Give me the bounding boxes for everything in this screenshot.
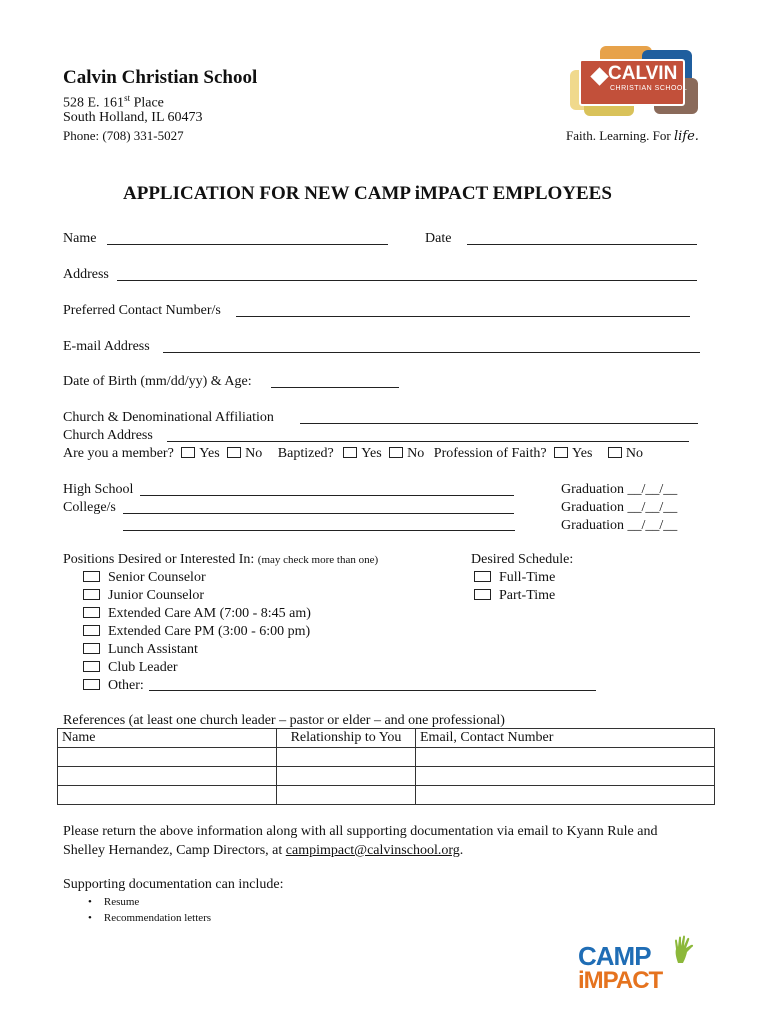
schedule-list [474, 569, 555, 605]
college-graduation-2: Graduation __/__/__ [561, 518, 678, 533]
list-item: Lunch Assistant [83, 641, 311, 659]
no-label: No [245, 446, 263, 461]
email-label: E-mail Address [63, 339, 150, 354]
column-header: Name [58, 729, 277, 748]
college-field[interactable] [123, 513, 514, 514]
position-checkbox[interactable] [83, 589, 100, 600]
baptized-no-checkbox[interactable] [389, 447, 403, 458]
high-school-label: High School [63, 482, 134, 497]
list-item: Full-Time [474, 569, 555, 587]
email-field[interactable] [163, 352, 700, 353]
impact-logo-text: iMPACT [578, 967, 663, 994]
school-address-line1: 528 E. 161st Place [63, 93, 164, 111]
column-header: Email, Contact Number [416, 729, 715, 748]
date-label: Date [425, 231, 452, 246]
member-yes-checkbox[interactable] [181, 447, 195, 458]
church-label: Church & Denominational Affiliation [63, 410, 274, 425]
list-item: Club Leader [83, 659, 311, 677]
school-phone: Phone: (708) 331-5027 [63, 128, 184, 143]
list-item: • Resume [88, 896, 140, 908]
supporting-list [88, 894, 211, 926]
address-label: Address [63, 267, 109, 282]
hand-icon [672, 935, 696, 965]
faith-yes-checkbox[interactable] [554, 447, 568, 458]
name-field[interactable] [107, 244, 388, 245]
list-item: Part-Time [474, 587, 555, 605]
dob-field[interactable] [271, 387, 399, 388]
member-no-checkbox[interactable] [227, 447, 241, 458]
table-row [58, 786, 715, 805]
form-title: APPLICATION FOR NEW CAMP iMPACT EMPLOYEES [123, 183, 612, 204]
address-field[interactable] [117, 280, 697, 281]
schedule-checkbox[interactable] [474, 589, 491, 600]
baptized-yes-checkbox[interactable] [343, 447, 357, 458]
high-school-field[interactable] [140, 495, 514, 496]
college-label: College/s [63, 500, 116, 515]
positions-list [83, 569, 311, 695]
church-field[interactable] [300, 423, 698, 424]
member-question: Are you a member? [63, 446, 174, 461]
list-item: • Recommendation letters [88, 912, 212, 924]
position-checkbox[interactable] [83, 679, 100, 690]
camp-logo-text: CAMP [578, 941, 651, 971]
list-item: Junior Counselor [83, 587, 311, 605]
contact-label: Preferred Contact Number/s [63, 303, 221, 318]
table-row [58, 748, 715, 767]
date-field[interactable] [467, 244, 697, 245]
logo-subtext: CHRISTIAN SCHOOL [610, 85, 688, 92]
schedule-heading: Desired Schedule: [471, 552, 574, 567]
position-checkbox[interactable] [83, 607, 100, 618]
yes-label: Yes [199, 446, 220, 461]
faith-no-checkbox[interactable] [608, 447, 622, 458]
list-item: Extended Care AM (7:00 - 8:45 am) [83, 605, 311, 623]
column-header: Relationship to You [277, 729, 416, 748]
other-position-field[interactable] [149, 690, 596, 691]
logo-text: CALVIN [608, 63, 678, 84]
dob-label: Date of Birth (mm/dd/yy) & Age: [63, 374, 252, 389]
list-item: Other: [83, 677, 311, 695]
yes-label: Yes [572, 446, 593, 461]
contact-field[interactable] [236, 316, 690, 317]
baptized-question: Baptized? [277, 446, 334, 461]
tagline: Faith. Learning. For life. [566, 128, 699, 144]
college-field-2[interactable] [123, 530, 515, 531]
position-checkbox[interactable] [83, 661, 100, 672]
school-address-line2: South Holland, IL 60473 [63, 110, 203, 125]
no-label: No [407, 446, 425, 461]
table-row [58, 729, 715, 748]
no-label: No [625, 446, 644, 461]
references-table [57, 728, 715, 805]
position-checkbox[interactable] [83, 643, 100, 654]
closing-line2: Shelley Hernandez, Camp Directors, at campimpact@calvinschool.org. [63, 843, 464, 858]
name-label: Name [63, 231, 97, 246]
church-address-label: Church Address [63, 428, 153, 443]
supporting-heading: Supporting documentation can include: [63, 877, 284, 892]
closing-line1: Please return the above information along with all supporting documentation via email to Kyann Rule and [63, 824, 658, 839]
school-name: Calvin Christian School [63, 67, 258, 88]
position-checkbox[interactable] [83, 625, 100, 636]
table-row [58, 767, 715, 786]
list-item: Senior Counselor [83, 569, 311, 587]
positions-heading: Positions Desired or Interested In: (may check more than one) [63, 552, 379, 567]
position-checkbox[interactable] [83, 571, 100, 582]
college-graduation: Graduation __/__/__ [561, 500, 678, 515]
contact-email-link[interactable]: campimpact@calvinschool.org [285, 843, 460, 858]
hs-graduation: Graduation __/__/__ [561, 482, 678, 497]
church-address-field[interactable] [167, 441, 689, 442]
references-heading: References (at least one church leader – pastor or elder – and one professional) [63, 713, 505, 728]
membership-row [63, 445, 643, 462]
list-item: Extended Care PM (3:00 - 6:00 pm) [83, 623, 311, 641]
yes-label: Yes [361, 446, 382, 461]
schedule-checkbox[interactable] [474, 571, 491, 582]
faith-question: Profession of Faith? [433, 446, 547, 461]
